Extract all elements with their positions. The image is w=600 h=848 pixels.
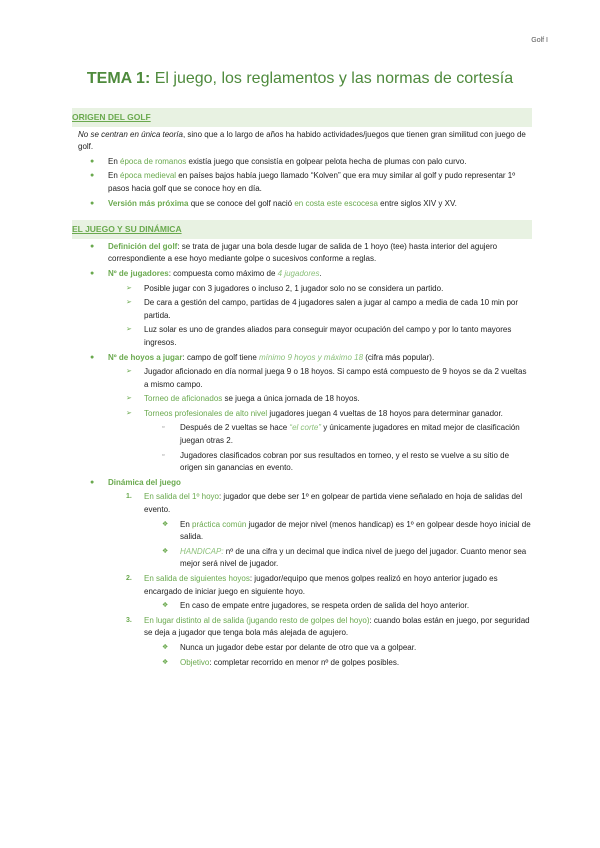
list-item: ▫ Después de 2 vueltas se hace “el corte” y únicamente jugadores en mitad mejor de clasificación juegan otras 2. — [162, 423, 520, 446]
highlight: práctica común — [192, 519, 247, 529]
intro-text: , sino que a lo largo de años ha habido actividades/juegos que tienen gran similitud con juego de golf. — [78, 129, 526, 152]
highlight: Definición del golf — [108, 241, 178, 251]
highlight: HANDICAP: — [180, 546, 224, 556]
highlight: Dinámica del juego — [108, 477, 181, 487]
arrow-icon: ➢ — [126, 395, 132, 403]
list-item: ➢ Jugador aficionado en día normal juega 9 o 18 hoyos. Si campo está compuesto de 9 hoyos se da 2 vueltas a mismo campo. — [126, 367, 527, 389]
list-item: ➢ Torneos profesionales de alto nivel jugadores juegan 4 vueltas de 18 hoyos para determinar ganador. — [72, 408, 532, 421]
intro-italic: No se centran en única teoría — [78, 129, 183, 139]
highlight: Nº de hoyos a jugar — [108, 352, 183, 362]
title-topic-name: El juego, los reglamentos y las normas de cortesía — [150, 70, 514, 87]
list-item: ➢ Luz solar es uno de grandes aliados para conseguir mayor ocupación del campo y por lo tanto mayores ingresos. — [126, 325, 512, 347]
arrow-icon: ➢ — [126, 284, 132, 292]
diamond-icon: ❖ — [162, 602, 169, 610]
list-item: ● En época medieval en países bajos había juego llamado “Kolven” que era muy similar al golf y pudo representar 1º pasos hacia golf que se conoce hoy en día. — [90, 171, 516, 193]
numbered-item: 3. En lugar distinto al de salida (jugando resto de golpes del hoyo): cuando bolas están en juego, por seguridad se deja a jugador que tenga bola más alejada de agujero. — [126, 615, 530, 638]
origin-intro — [78, 129, 532, 154]
list-item: ❖ HANDICAP: nº de una cifra y un decimal que indica nivel de juego del jugador. Cuanto menor sea mejor será nivel de jugador. — [162, 546, 527, 569]
section-heading-origin: ORIGEN DEL GOLF — [72, 108, 532, 127]
bullet-icon: ● — [90, 269, 95, 277]
highlight: época de romanos — [120, 156, 187, 166]
arrow-icon: ➢ — [126, 299, 132, 307]
list-item: ❖ En caso de empate entre jugadores, se respeta orden de salida del hoyo anterior. — [72, 600, 532, 613]
highlight: mínimo 9 hoyos y máximo 18 — [259, 352, 364, 362]
section-heading-game: EL JUEGO Y SU DINÁMICA — [72, 220, 532, 239]
arrow-icon: ➢ — [126, 326, 132, 334]
square-bullet-icon: ▫ — [162, 424, 165, 432]
arrow-icon: ➢ — [126, 409, 132, 417]
numbered-item: 2. En salida de siguientes hoyos: jugador/equipo que menos golpes realizó en hoyo anterior jugado es encargado de iniciar juego en siguiente hoyo. — [126, 574, 498, 596]
numbered-item: 1. En salida del 1º hoyo: jugador que debe ser 1º en golpear de partida viene señalado en hoja de salidas del evento. — [126, 492, 523, 515]
diamond-icon: ❖ — [162, 547, 169, 555]
list-item: ❖ Nunca un jugador debe estar por delante de otro que va a golpear. — [72, 642, 532, 655]
highlight: en costa este escocesa — [294, 198, 378, 208]
list-item — [72, 477, 532, 490]
highlight: En salida de siguientes hoyos — [144, 574, 250, 583]
document-body — [72, 108, 532, 671]
page-title — [0, 70, 600, 88]
list-item: ➢ Posible jugar con 3 jugadores o incluso 2, 1 jugador solo no se considera un partido. — [72, 283, 532, 296]
bullet-icon: ● — [90, 353, 95, 361]
number-marker: 1. — [126, 493, 132, 501]
diamond-icon: ❖ — [162, 658, 169, 666]
page-header-course: Golf I — [531, 37, 548, 44]
list-item: ➢ Torneo de aficionados se juega a única jornada de 18 hoyos. — [72, 393, 532, 406]
highlight: En lugar distinto al de salida (jugando resto de golpes del hoyo) — [144, 615, 370, 625]
number-marker: 3. — [126, 616, 132, 624]
diamond-icon: ❖ — [162, 643, 169, 651]
bullet-icon: ● — [90, 199, 95, 207]
highlight: “el corte” — [289, 423, 321, 433]
bullet-icon: ● — [90, 157, 95, 165]
list-item: ● Versión más próxima que se conoce del golf nació en costa este escocesa entre siglos XIV y XV. — [72, 198, 532, 211]
list-item: ● En época de romanos existía juego que consistía en golpear pelota hecha de plumas con palo curvo. — [72, 156, 532, 169]
bullet-icon: ● — [90, 172, 95, 180]
diamond-icon: ❖ — [162, 520, 169, 528]
number-marker: 2. — [126, 575, 132, 582]
highlight: Nº de jugadores — [108, 268, 169, 278]
square-bullet-icon: ▫ — [162, 451, 165, 459]
highlight: época medieval — [120, 171, 177, 181]
title-topic-number: TEMA 1: — [86, 70, 151, 87]
list-item: ▫ Jugadores clasificados cobran por sus resultados en torneo, y el resto se vuelve a su sitio de origen sin ganancias en evento. — [162, 450, 510, 473]
list-item: ● Nº de jugadores: compuesta como máximo de 4 jugadores. — [72, 268, 532, 281]
highlight: Torneo de aficionados — [144, 394, 223, 404]
list-item: ❖ En práctica común jugador de mejor nivel (menos handicap) es 1º en golpear desde hoyo inicial de salida. — [162, 519, 531, 542]
bullet-icon: ● — [90, 478, 95, 486]
arrow-icon: ➢ — [126, 368, 132, 376]
highlight: Torneos profesionales de alto nivel — [144, 408, 268, 418]
highlight: Versión más próxima — [108, 198, 189, 208]
list-item: ● Nº de hoyos a jugar: campo de golf tiene mínimo 9 hoyos y máximo 18 (cifra más popular). — [72, 352, 532, 365]
highlight: 4 jugadores — [277, 268, 320, 278]
list-item: ● Definición del golf: se trata de jugar una bola desde lugar de salida de 1 hoyo (tee) hasta interior del agujero correspondiente a ese hoyo mediante golpe o sucesivos conforme a reglas. — [90, 241, 498, 264]
list-item: ❖ Objetivo: completar recorrido en menor nº de golpes posibles. — [72, 657, 532, 670]
list-item: ➢ De cara a gestión del campo, partidas de 4 jugadores salen a jugar al campo a media de cada 10 min por partida. — [126, 298, 519, 320]
highlight: Objetivo — [180, 657, 210, 667]
highlight: En salida del 1º hoyo — [144, 492, 219, 502]
bullet-icon: ● — [90, 242, 95, 250]
